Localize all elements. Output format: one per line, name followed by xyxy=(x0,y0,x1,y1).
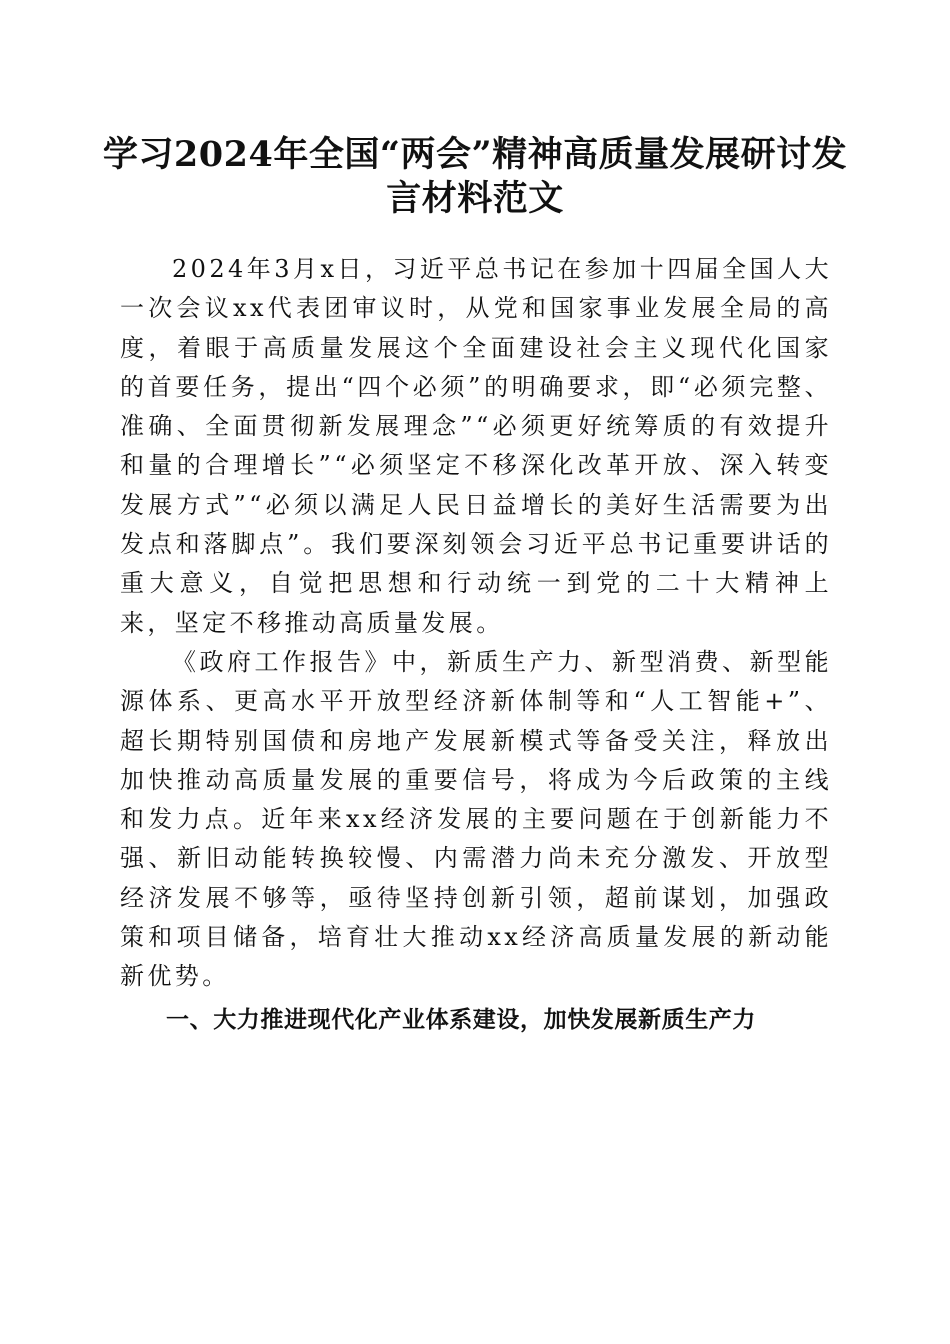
paragraph-report: 《政府工作报告》中，新质生产力、新型消费、新型能源体系、更高水平开放型经济新体制等和“人工智能+”、超长期特别国债和房地产发展新模式等备受关注，释放出加快推动高质量发展的重要信号，将成为今后政策的主线和发力点。近年来xx经济发展的主要问题在于创新能力不强、新旧动能转换较慢、内需潜力尚未充分激发、开放型经济发展不够等，亟待坚持创新引领，超前谋划，加强政策和项目储备，培育壮大推动xx经济高质量发展的新动能新优势。 xyxy=(120,647,832,991)
paragraph-intro: 2024年3月x日，习近平总书记在参加十四届全国人大一次会议xx代表团审议时，从党和国家事业发展全局的高度，着眼于高质量发展这个全面建设社会主义现代化国家的首要任务，提出“四个必须”的明确要求，即“必须完整、准确、全面贯彻新发展理念”“必须更好统筹质的有效提升和量的合理增长”“必须坚定不移深化改革开放、深入转变发展方式”“必须以满足人民日益增长的美好生活需要为出发点和落脚点”。我们要深刻领会习近平总书记重要讲话的重大意义，自觉把思想和行动统一到党的二十大精神上来，坚定不移推动高质量发展。 xyxy=(120,255,832,637)
document-title: 学习2024年全国“两会”精神高质量发展研讨发言材料范文 xyxy=(102,134,848,219)
document-body xyxy=(120,250,832,1040)
section-heading-1: 一、大力推进现代化产业体系建设，加快发展新质生产力 xyxy=(166,1006,756,1033)
